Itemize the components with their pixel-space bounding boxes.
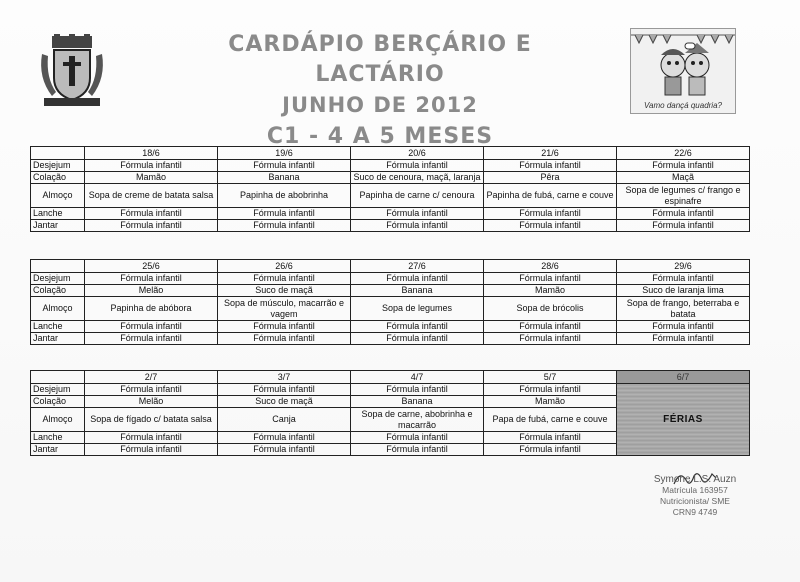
menu-cell: Fórmula infantil [351, 208, 484, 220]
menu-cell: Fórmula infantil [85, 208, 218, 220]
date-cell: 2/7 [85, 371, 218, 384]
row-label: Colação [31, 172, 85, 184]
date-cell: 4/7 [351, 371, 484, 384]
date-cell: 3/7 [218, 371, 351, 384]
menu-cell: Sopa de frango, beterraba e batata [617, 297, 750, 321]
week-table-1 [30, 146, 750, 232]
menu-cell: Fórmula infantil [218, 321, 351, 333]
corner-cell [31, 260, 85, 273]
title-block [160, 30, 600, 152]
festa-junina-cartoon-icon [631, 29, 736, 101]
week-table-3 [30, 370, 750, 456]
menu-cell: Fórmula infantil [85, 160, 218, 172]
meal-row-desjejum [31, 160, 750, 172]
menu-cell: Fórmula infantil [218, 384, 351, 396]
menu-cell: Fórmula infantil [617, 208, 750, 220]
menu-cell: Fórmula infantil [484, 321, 617, 333]
date-cell: 21/6 [484, 147, 617, 160]
signature-name: Symone L.S. Auzn [653, 474, 737, 485]
menu-cell: Fórmula infantil [617, 160, 750, 172]
menu-cell: Papinha de fubá, carne e couve [484, 184, 617, 208]
menu-cell: Fórmula infantil [85, 432, 218, 444]
menu-cell: Fórmula infantil [617, 273, 750, 285]
meal-row-lanche [31, 208, 750, 220]
row-label: Jantar [31, 333, 85, 345]
menu-cell: Sopa de creme de batata salsa [85, 184, 218, 208]
meal-row-colacao [31, 172, 750, 184]
menu-cell: Fórmula infantil [484, 333, 617, 345]
date-cell: 25/6 [85, 260, 218, 273]
date-header-row [31, 260, 750, 273]
menu-cell: Sopa de carne, abobrinha e macarrão [351, 408, 484, 432]
menu-cell: Pêra [484, 172, 617, 184]
row-label: Almoço [31, 297, 85, 321]
menu-cell: Canja [218, 408, 351, 432]
menu-cell: Suco de maçã [218, 285, 351, 297]
row-label: Almoço [31, 408, 85, 432]
menu-cell: Mamão [85, 172, 218, 184]
row-label: Colação [31, 285, 85, 297]
date-cell: 5/7 [484, 371, 617, 384]
date-cell: 28/6 [484, 260, 617, 273]
corner-cell [31, 147, 85, 160]
menu-cell: Fórmula infantil [85, 273, 218, 285]
meal-row-colacao [31, 285, 750, 297]
week-table-2 [30, 259, 750, 345]
date-cell: 18/6 [85, 147, 218, 160]
menu-cell: Fórmula infantil [617, 333, 750, 345]
menu-cell: Fórmula infantil [351, 160, 484, 172]
menu-cell: Fórmula infantil [351, 432, 484, 444]
menu-cell: Fórmula infantil [484, 444, 617, 456]
menu-cell: Fórmula infantil [484, 208, 617, 220]
menu-cell: Fórmula infantil [351, 444, 484, 456]
menu-cell: Fórmula infantil [351, 273, 484, 285]
corner-cell [31, 371, 85, 384]
city-crest-icon [38, 34, 106, 108]
row-label: Almoço [31, 184, 85, 208]
menu-cell: Fórmula infantil [351, 321, 484, 333]
menu-cell: Maçã [617, 172, 750, 184]
date-cell: 19/6 [218, 147, 351, 160]
menu-cell: Fórmula infantil [484, 160, 617, 172]
row-label: Lanche [31, 208, 85, 220]
date-cell: 20/6 [351, 147, 484, 160]
menu-cell: Fórmula infantil [218, 333, 351, 345]
cartoon-illustration [630, 28, 736, 114]
menu-cell: Papinha de carne c/ cenoura [351, 184, 484, 208]
meal-row-jantar [31, 333, 750, 345]
menu-cell: Papa de fubá, carne e couve [484, 408, 617, 432]
date-header-row [31, 371, 750, 384]
date-cell: 27/6 [351, 260, 484, 273]
date-cell: 29/6 [617, 260, 750, 273]
menu-cell: Fórmula infantil [218, 160, 351, 172]
menu-cell: Suco de maçã [218, 396, 351, 408]
row-label: Colação [31, 396, 85, 408]
menu-cell: Sopa de brócolis [484, 297, 617, 321]
row-label: Jantar [31, 444, 85, 456]
menu-cell: Sopa de músculo, macarrão e vagem [218, 297, 351, 321]
row-label: Lanche [31, 432, 85, 444]
menu-cell: Fórmula infantil [85, 384, 218, 396]
menu-cell: Fórmula infantil [484, 384, 617, 396]
signature-crn: CRN9 4749 [672, 507, 718, 517]
menu-cell: Banana [218, 172, 351, 184]
signature-registration: Matrícula 163957 [662, 485, 728, 495]
holiday-cell: FÉRIAS [617, 384, 750, 456]
menu-cell: Fórmula infantil [85, 444, 218, 456]
menu-cell: Fórmula infantil [484, 432, 617, 444]
row-label: Desjejum [31, 273, 85, 285]
menu-cell: Melão [85, 285, 218, 297]
menu-cell: Papinha de abobrinha [218, 184, 351, 208]
menu-cell: Fórmula infantil [218, 444, 351, 456]
page-title: CARDÁPIO BERÇÁRIO E LACTÁRIO [228, 32, 532, 87]
menu-cell: Sopa de legumes c/ frango e espinafre [617, 184, 750, 208]
menu-cell: Banana [351, 285, 484, 297]
menu-cell: Papinha de abóbora [85, 297, 218, 321]
nutritionist-signature [640, 474, 750, 518]
row-label: Desjejum [31, 160, 85, 172]
meal-row-lanche [31, 321, 750, 333]
menu-cell: Fórmula infantil [218, 220, 351, 232]
menu-cell: Suco de cenoura, maçã, laranja [351, 172, 484, 184]
meal-row-jantar [31, 220, 750, 232]
menu-cell: Fórmula infantil [218, 273, 351, 285]
menu-cell: Fórmula infantil [85, 333, 218, 345]
menu-cell: Fórmula infantil [218, 432, 351, 444]
menu-cell: Banana [351, 396, 484, 408]
date-cell: 6/7 [617, 371, 750, 384]
menu-cell: Sopa de fígado c/ batata salsa [85, 408, 218, 432]
date-header-row [31, 147, 750, 160]
menu-cell: Fórmula infantil [617, 321, 750, 333]
menu-cell: Fórmula infantil [617, 220, 750, 232]
signature-role: Nutricionista/ SME [660, 496, 730, 506]
menu-cell: Fórmula infantil [351, 220, 484, 232]
row-label: Desjejum [31, 384, 85, 396]
row-label: Jantar [31, 220, 85, 232]
meal-row-desjejum [31, 273, 750, 285]
row-label: Lanche [31, 321, 85, 333]
menu-cell: Fórmula infantil [351, 333, 484, 345]
menu-cell: Fórmula infantil [351, 384, 484, 396]
menu-cell: Fórmula infantil [484, 220, 617, 232]
menu-cell: Fórmula infantil [484, 273, 617, 285]
meal-row-almoco [31, 297, 750, 321]
date-cell: 26/6 [218, 260, 351, 273]
menu-cell: Fórmula infantil [85, 220, 218, 232]
page-subtitle-month: JUNHO DE 2012 [282, 93, 478, 117]
meal-row-almoco [31, 184, 750, 208]
page-subtitle-group: C1 - 4 A 5 MESES [266, 124, 494, 149]
meal-row-desjejum [31, 384, 750, 396]
menu-cell: Fórmula infantil [85, 321, 218, 333]
menu-cell: Melão [85, 396, 218, 408]
menu-cell: Mamão [484, 285, 617, 297]
menu-cell: Mamão [484, 396, 617, 408]
menu-cell: Sopa de legumes [351, 297, 484, 321]
date-cell: 22/6 [617, 147, 750, 160]
menu-cell: Fórmula infantil [218, 208, 351, 220]
menu-cell: Suco de laranja lima [617, 285, 750, 297]
cartoon-caption: Vamo dançá quadria? [644, 101, 722, 110]
